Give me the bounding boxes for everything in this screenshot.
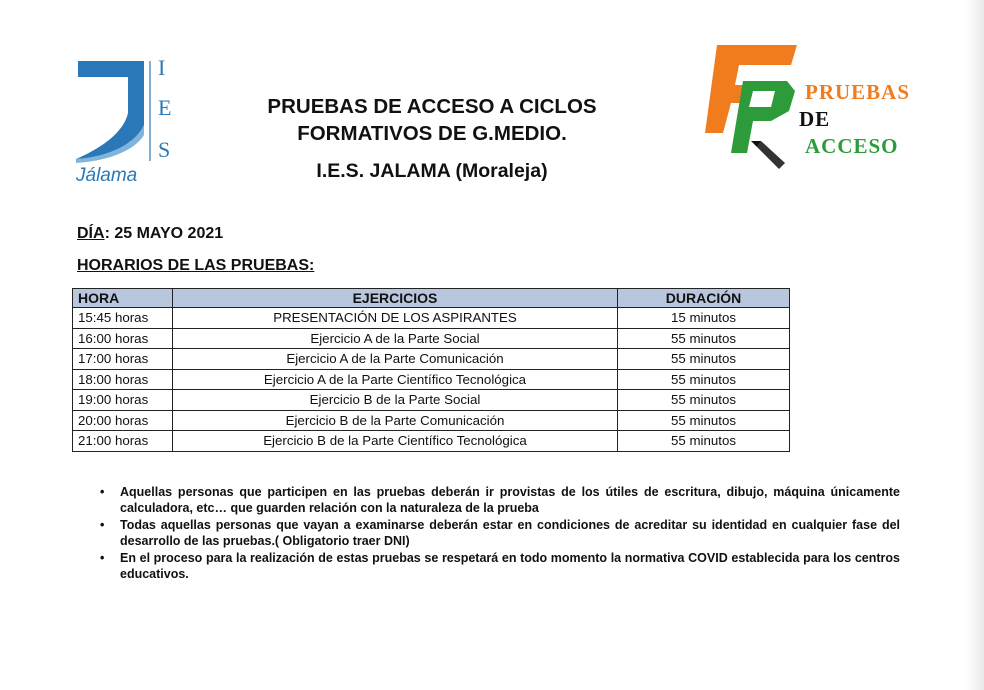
pa-logo-mark <box>705 45 805 170</box>
cell-duracion: 55 minutos <box>618 369 790 390</box>
cell-hora: 21:00 horas <box>73 431 173 452</box>
table-row <box>73 349 790 370</box>
ies-letter-s: S <box>158 137 171 162</box>
pa-logo-line1: PRUEBAS <box>805 80 911 104</box>
cell-ejercicio: Ejercicio A de la Parte Comunicación <box>173 349 618 370</box>
ies-jalama-logo <box>74 55 184 190</box>
cell-duracion: 55 minutos <box>618 410 790 431</box>
page-edge-shade <box>966 0 984 690</box>
schedule-table <box>72 288 790 452</box>
title-line-2: FORMATIVOS DE G.MEDIO. <box>297 122 567 145</box>
ies-logo-mark <box>74 55 184 165</box>
notes-list <box>100 484 900 583</box>
list-item <box>100 484 900 516</box>
cell-hora: 18:00 horas <box>73 369 173 390</box>
ies-letter-e: E <box>158 95 172 120</box>
ies-letter-i: I <box>158 55 166 80</box>
cell-ejercicio: Ejercicio B de la Parte Científico Tecnológica <box>173 431 618 452</box>
table-header-row <box>73 289 790 308</box>
title-line-1: PRUEBAS DE ACCESO A CICLOS <box>267 95 597 118</box>
cell-hora: 17:00 horas <box>73 349 173 370</box>
table-row <box>73 328 790 349</box>
pa-logo-line2: DE <box>799 107 831 131</box>
bullet-icon: • <box>100 518 105 532</box>
document-subtitle: I.E.S. JALAMA (Moraleja) <box>316 160 548 182</box>
note-text: Todas aquellas personas que vayan a examinarse deberán estar en condiciones de acreditar su identidad en cualquier fase del desarrollo de las pruebas.( Obligatorio traer DNI) <box>120 518 900 548</box>
date-value: : 25 MAYO 2021 <box>104 225 224 242</box>
list-item <box>100 517 900 549</box>
table-row <box>73 431 790 452</box>
bullet-icon: • <box>100 485 105 499</box>
cell-ejercicio: Ejercicio B de la Parte Comunicación <box>173 410 618 431</box>
col-header-hora: HORA <box>73 289 173 308</box>
table-row <box>73 369 790 390</box>
cell-hora: 15:45 horas <box>73 308 173 329</box>
cell-ejercicio: Ejercicio A de la Parte Científico Tecnológica <box>173 369 618 390</box>
cell-ejercicio: Ejercicio A de la Parte Social <box>173 328 618 349</box>
cell-duracion: 55 minutos <box>618 349 790 370</box>
cell-hora: 16:00 horas <box>73 328 173 349</box>
note-text: En el proceso para la realización de estas pruebas se respetará en todo momento la normativa COVID establecida para los centros educativos. <box>120 551 900 581</box>
note-text: Aquellas personas que participen en las pruebas deberán ir provistas de los útiles de escritura, dibujo, máquina únicamente calculadora, etc… que guarden relación con la naturaleza de la prueba <box>120 485 900 515</box>
pa-logo-line3: ACCESO <box>805 134 899 158</box>
table-row <box>73 410 790 431</box>
cell-hora: 20:00 horas <box>73 410 173 431</box>
cell-duracion: 55 minutos <box>618 390 790 411</box>
ies-logo-name: Jálama <box>76 165 138 186</box>
col-header-ejercicios: EJERCICIOS <box>173 289 618 308</box>
bullet-icon: • <box>100 551 105 565</box>
cell-duracion: 55 minutos <box>618 328 790 349</box>
cell-duracion: 15 minutos <box>618 308 790 329</box>
list-item <box>100 550 900 582</box>
date-label: DÍA <box>77 225 105 242</box>
col-header-duracion: DURACIÓN <box>618 289 790 308</box>
cell-ejercicio: PRESENTACIÓN DE LOS ASPIRANTES <box>173 308 618 329</box>
exam-date <box>77 225 223 243</box>
cell-hora: 19:00 horas <box>73 390 173 411</box>
cell-duracion: 55 minutos <box>618 431 790 452</box>
table-row <box>73 390 790 411</box>
pruebas-acceso-logo <box>705 45 925 175</box>
table-row <box>73 308 790 329</box>
cell-ejercicio: Ejercicio B de la Parte Social <box>173 390 618 411</box>
document-title <box>232 93 632 147</box>
schedule-heading: HORARIOS DE LAS PRUEBAS: <box>77 257 315 274</box>
